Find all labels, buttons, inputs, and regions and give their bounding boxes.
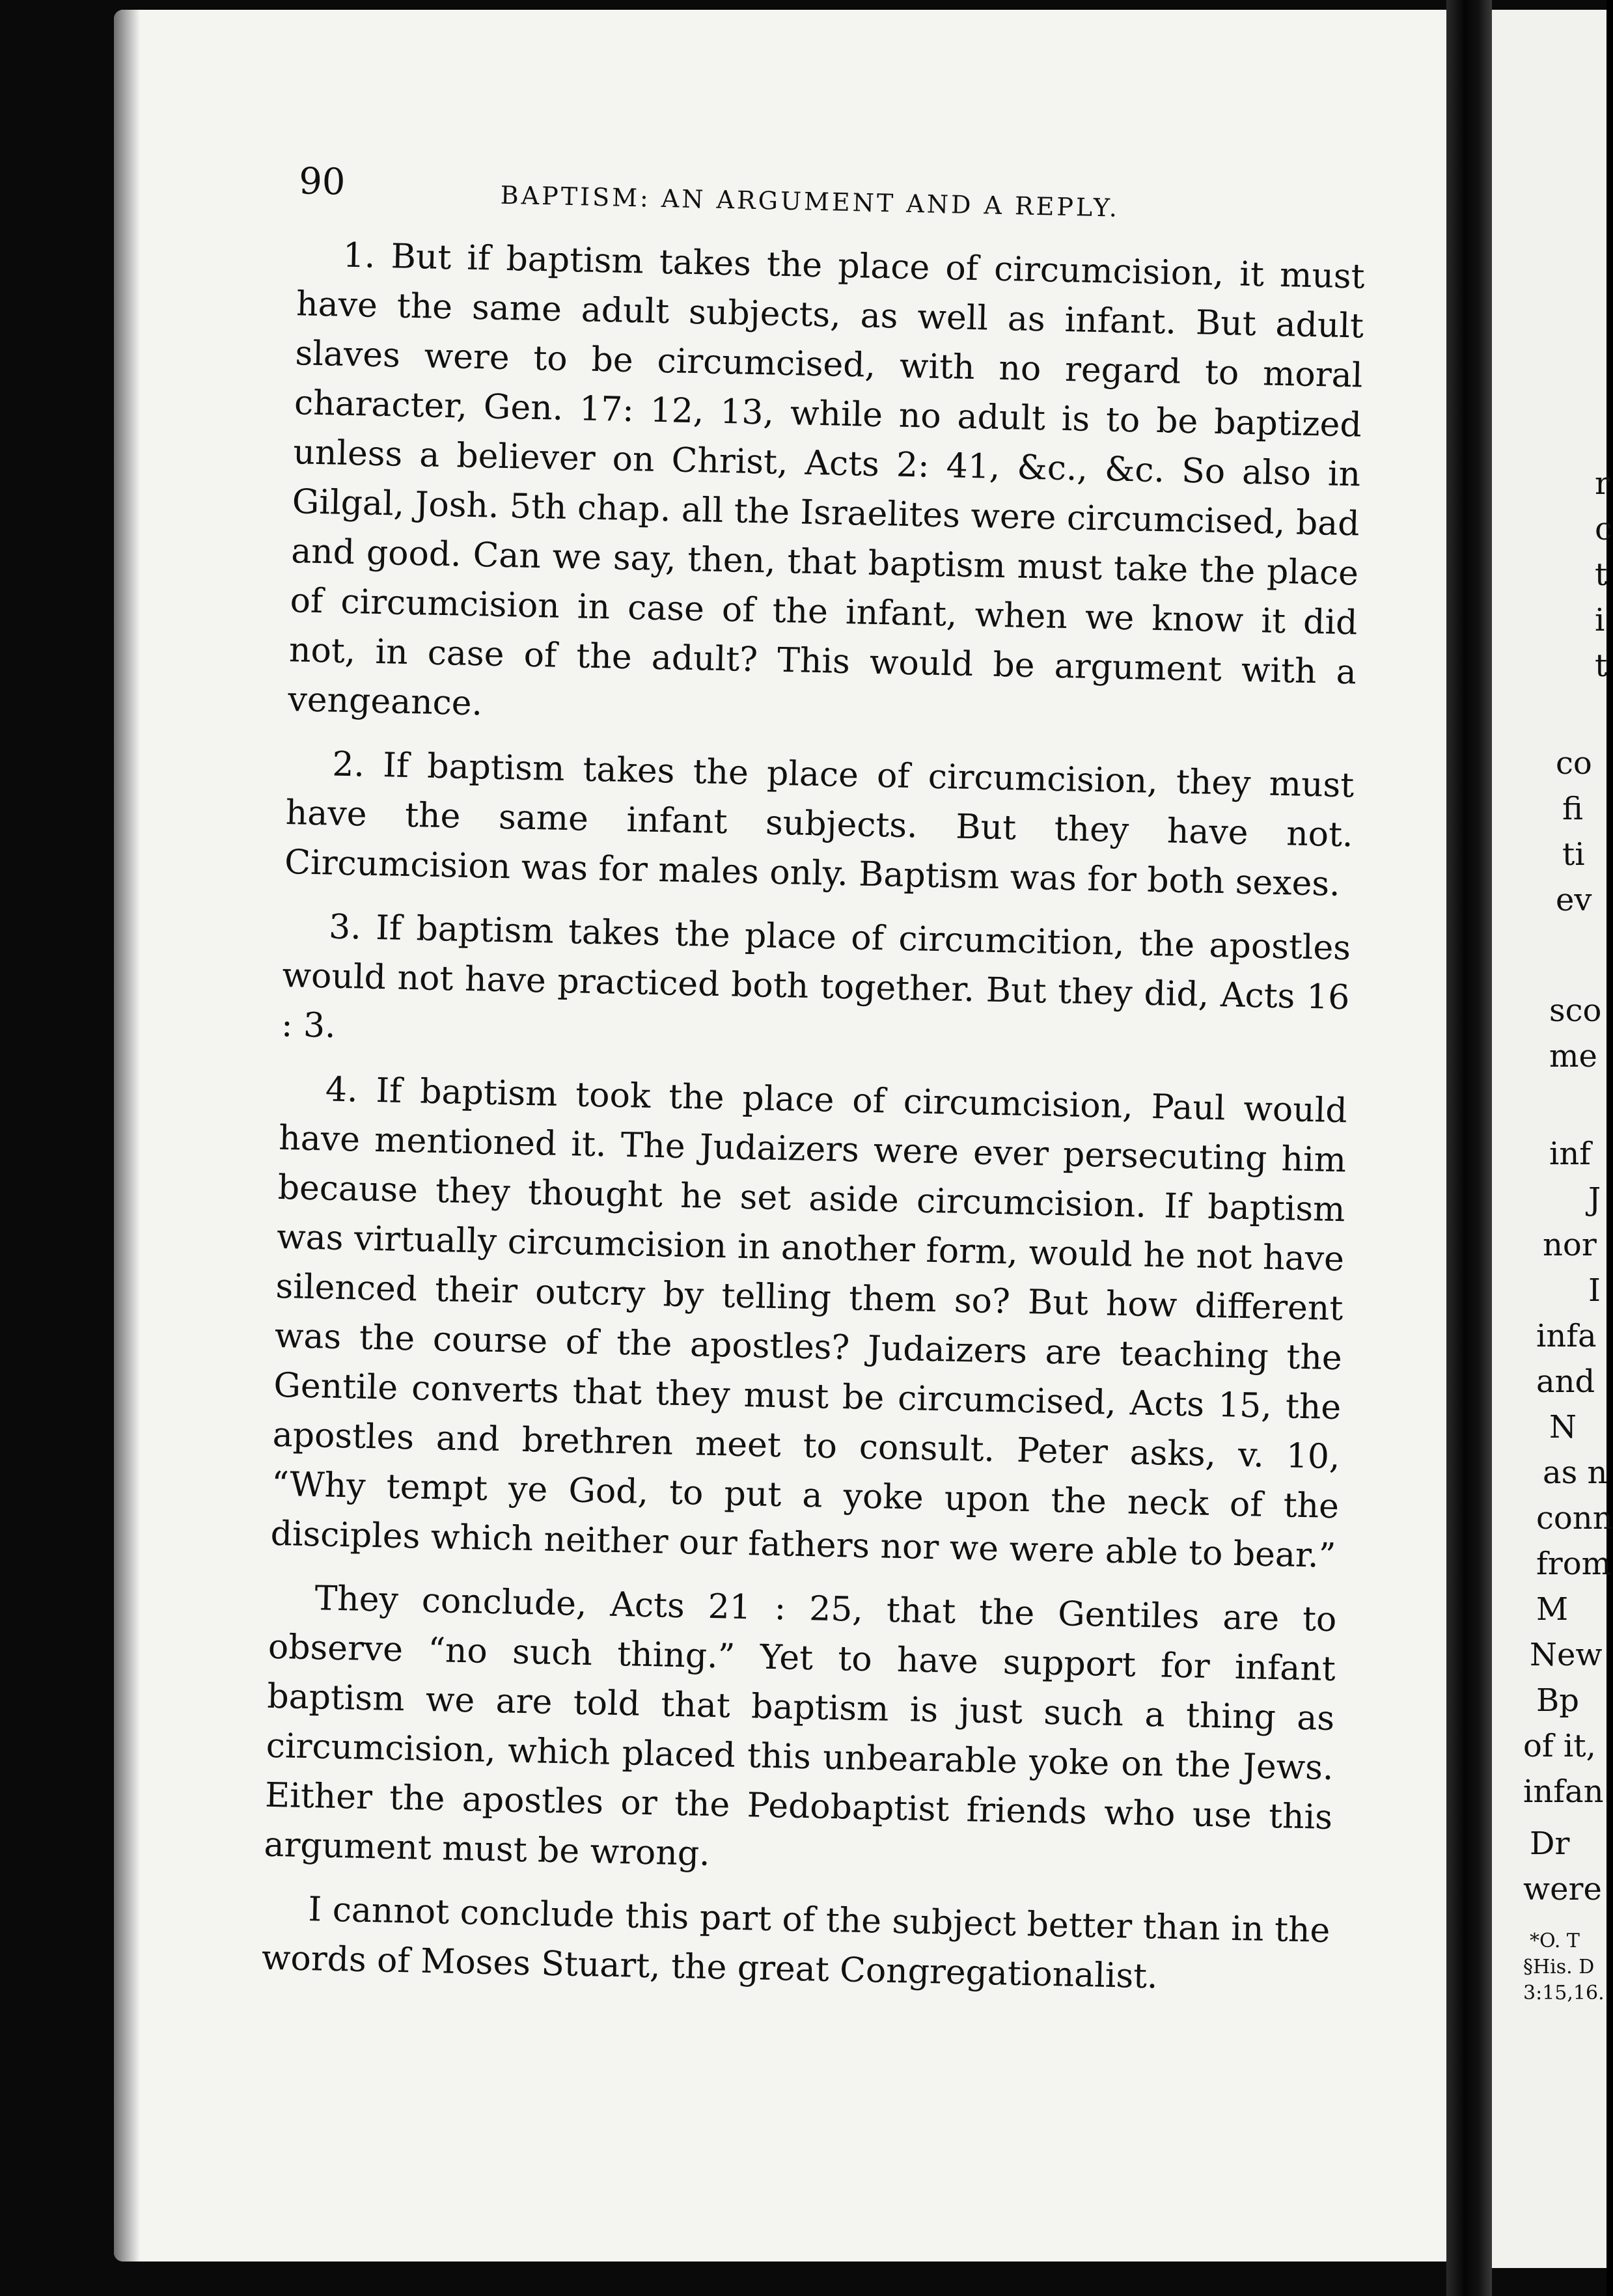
- page-number: 90: [298, 160, 346, 204]
- fragment-text: as n: [1543, 1455, 1608, 1491]
- fragment-text: from: [1536, 1546, 1612, 1582]
- fragment-text: fi: [1562, 791, 1584, 827]
- fragment-text: sco: [1549, 992, 1602, 1029]
- fragment-text: ti: [1562, 836, 1585, 873]
- fragment-text: of it,: [1523, 1728, 1596, 1764]
- footnote-fragment: *O. T: [1530, 1930, 1580, 1952]
- fragment-text: nor: [1543, 1227, 1597, 1263]
- fragment-text: N: [1549, 1409, 1577, 1445]
- fragment-text: Dr: [1530, 1825, 1570, 1862]
- paragraph-1: 1. But if baptism takes the place of circumcision, it must have the same adult subjects, as well as infant. But adult slaves were to be circumcised, with no regard to moral character, Gen. 17: 12, 13, while no adult is to be baptized unless a believer on Christ, Acts 2: 41, &c., &c. So also in Gilgal, Josh. 5th chap. all the Israelites were circumcised, bad and good. Can we say, then, that baptism must take the place of circumcision in case of the infant, when we know it did not, in case of the adult? This would be argument with a vengeance.: [287, 236, 1366, 724]
- paragraph-3: 3. If baptism takes the place of circumcition, the apostles would not have practiced both together. But they did, Acts 16 : 3.: [281, 907, 1351, 1046]
- running-title: BAPTISM: AN ARGUMENT AND A REPLY.: [500, 180, 1120, 223]
- fragment-text: c: [1595, 511, 1612, 547]
- book-gutter: [1446, 0, 1492, 2296]
- paragraph-2: 2. If baptism takes the place of circumcision, they must have the same infant subjects. But they have not. Circumcision was for males only. Baptism was for both sexes.: [284, 745, 1355, 904]
- facing-page-edge: [1492, 10, 1613, 2268]
- fragment-text: r: [1595, 465, 1610, 502]
- fragment-text: ev: [1556, 882, 1592, 918]
- fragment-text: were: [1523, 1871, 1602, 1907]
- fragment-text: and: [1536, 1363, 1595, 1400]
- fragment-text: M: [1536, 1591, 1569, 1628]
- fragment-text: J: [1588, 1181, 1601, 1218]
- paragraph-6: I cannot conclude this part of the subject better than in the words of Moses Stuart, the great Congregationalist.: [261, 1890, 1330, 1997]
- fragment-text: infan: [1523, 1773, 1604, 1810]
- fragment-text: conn: [1536, 1500, 1613, 1537]
- fragment-text: New: [1530, 1637, 1603, 1673]
- paragraph-4: 4. If baptism took the place of circumcision, Paul would have mentioned it. The Judaizers were ever persecuting him because they thought he set aside circumcision. If baptism was virtually circumcision in another form, would he not have silenced their outcry by telling them so? But how different was the course of the apostles? Judaizers are teaching the Gentile converts that they must be circumcised, Acts 15, the apostles and brethren meet to consult. Peter asks, v. 10, “Why tempt ye God, to put a yoke upon the neck of the disciples which neither our fathers nor we were able to bear.”: [270, 1070, 1348, 1576]
- footnote-fragment: 3:15,16.: [1523, 1982, 1605, 2004]
- fragment-text: i: [1595, 602, 1605, 638]
- left-page-content: [222, 156, 1367, 2019]
- fragment-text: I: [1588, 1272, 1601, 1309]
- fragment-text: t: [1595, 648, 1608, 684]
- footnote-fragment: §His. D: [1523, 1956, 1595, 1978]
- fragment-text: infa: [1536, 1318, 1597, 1354]
- fragment-text: inf: [1549, 1136, 1592, 1172]
- fragment-text: me: [1549, 1038, 1597, 1074]
- fragment-text: Bp: [1536, 1682, 1579, 1719]
- fragment-text: co: [1556, 745, 1592, 782]
- paragraph-5: They conclude, Acts 21 : 25, that the Gentiles are to observe “no such thing.” Yet to have support for infant baptism we are told that baptism is just such a thing as circumcision, which placed this unbearable yoke on the Jews. Either the apostles or the Pedobaptist friends who use this argument must be wrong.: [264, 1579, 1337, 1874]
- fragment-text: t: [1595, 556, 1608, 593]
